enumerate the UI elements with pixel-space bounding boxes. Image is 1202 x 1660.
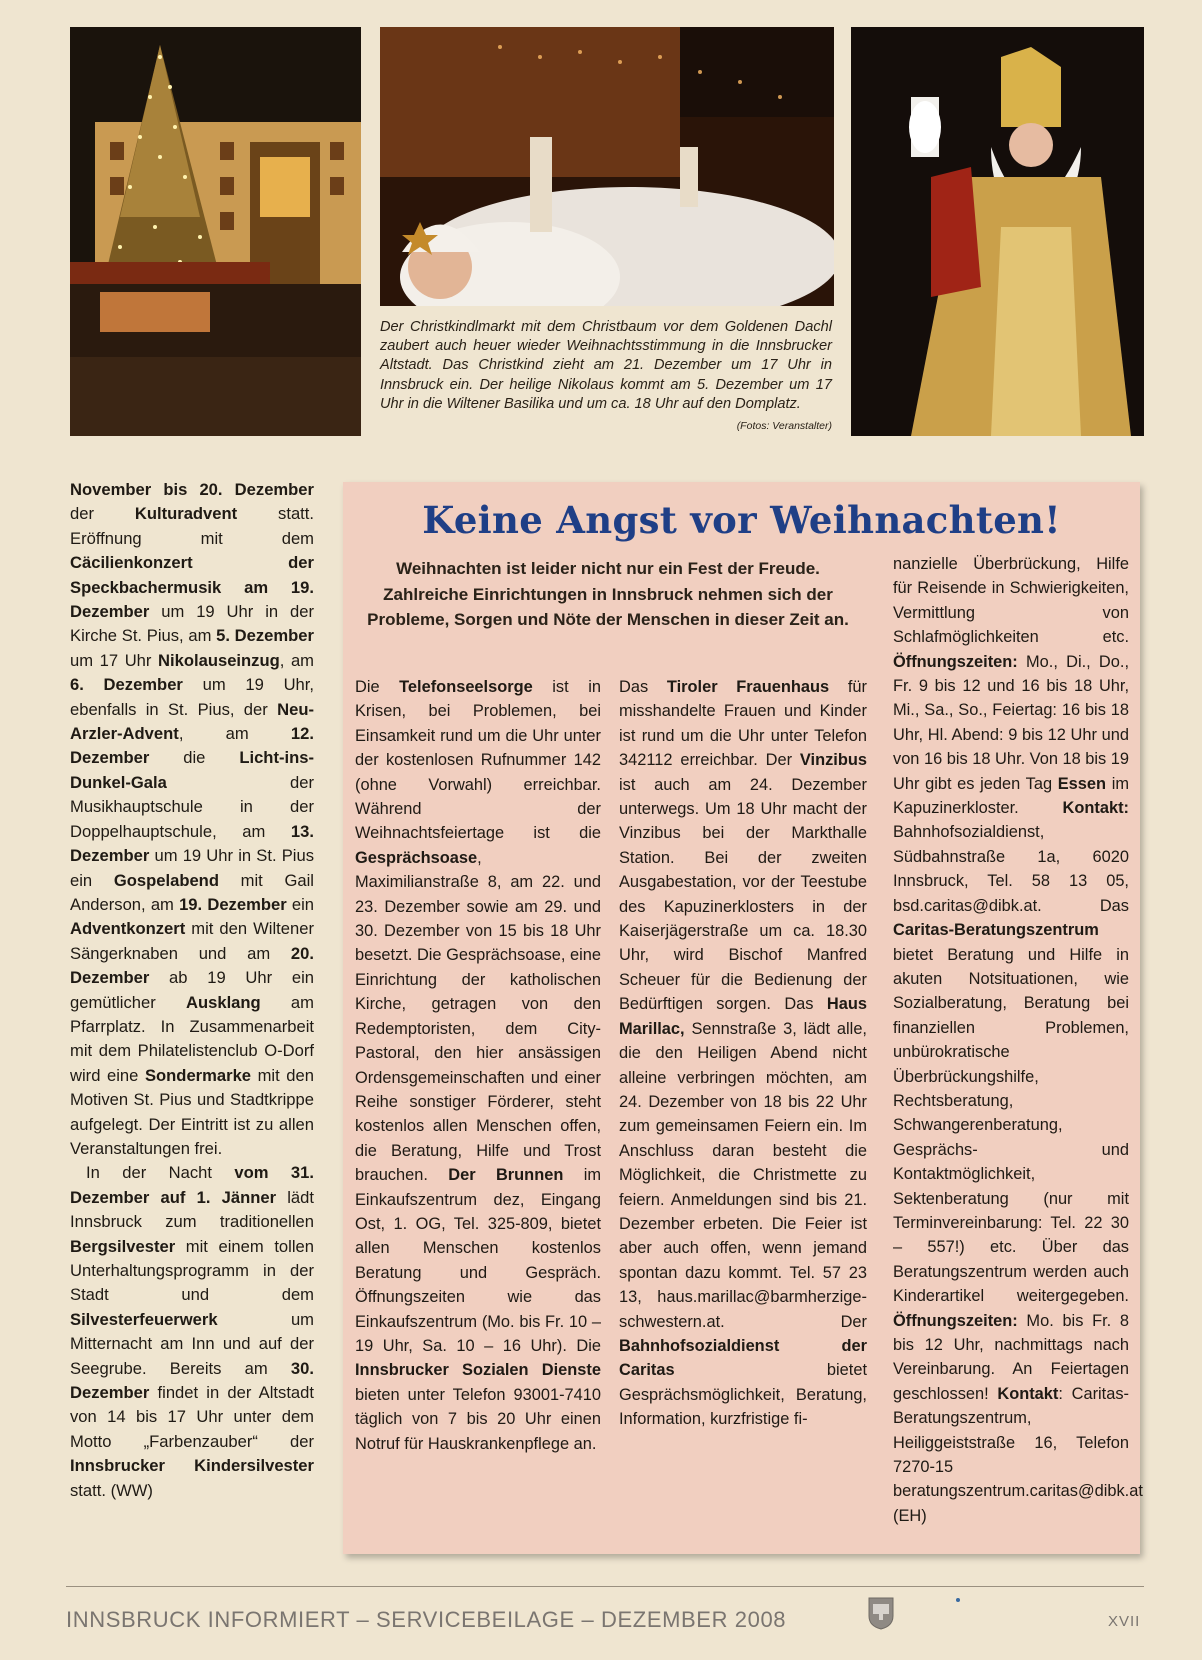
bold-phrase: Sondermarke: [144, 1065, 252, 1085]
bold-phrase: Gospelabend: [113, 870, 219, 890]
bold-phrase: Öffnungszeiten:: [893, 652, 1018, 671]
bold-phrase: Kontakt:: [1062, 799, 1129, 818]
bold-phrase: Kontakt: [997, 1384, 1059, 1403]
bold-phrase: 20. Dezember: [70, 943, 314, 988]
footer-divider: [66, 1586, 1144, 1587]
box-column-2-text: Das Tiroler Frauenhaus für misshandelte Frauen und Kinder ist rund um die Uhr unter Telefon 342112 erreichbar. Der Vinzibus ist auch am 24. Dezember unterwegs. Um 18 Uhr macht der Vinzibus bei der Markthalle Station. Bei der zweiten Ausgabestation, vor der Teestube des Kapuzinerklosters in der Kaiserjägerstraße um ca. 18.30 Uhr, wird Bischof Manfred Scheuer für die Bedienung der Bedürftigen sorgen. Das Haus Marillac, Sennstraße 3, lädt alle, die den Heiligen Abend nicht alleine verbringen möchten, am 24. Dezember von 18 bis 22 Uhr zum gemeinsamen Feiern ein. Im Anschluss daran besteht die Möglichkeit, die Christmette zu feiern. Anmeldungen sind bis 21. Dezember erbeten. Die Feier ist aber auch offen, wenn jemand spontan dazu kommt. Tel. 57 23 13, haus.marillac@barmherzige-schwestern.at. Der Bahnhofsozialdienst der Caritas bietet Gesprächsmöglichkeit, Beratung, Information, kurzfristige fi-: [619, 678, 867, 1429]
bold-phrase: Essen: [1057, 774, 1107, 793]
info-box: [343, 482, 1143, 1554]
bold-phrase: 13. Dezember: [70, 821, 314, 866]
bold-phrase: Ausklang: [186, 992, 261, 1012]
photo-caption: [380, 318, 832, 436]
box-intro: Weihnachten ist leider nicht nur ein Fest der Freude. Zahlreiche Einrichtungen in Innsbruck nehmen sich der Probleme, Sorgen und Nöte der Menschen in dieser Zeit an.: [367, 559, 849, 629]
footer-title: INNSBRUCK INFORMIERT – SERVICEBEILAGE – DEZEMBER 2008: [66, 1607, 787, 1632]
bold-phrase: Adventkonzert: [70, 919, 186, 939]
photo-christkind-procession: [380, 27, 834, 306]
bold-phrase: Bergsilvester: [70, 1236, 176, 1256]
bold-phrase: Kulturadvent: [134, 504, 238, 524]
bold-phrase: Silvesterfeuerwerk: [70, 1309, 218, 1329]
bold-phrase: November bis 20. Dezember: [70, 480, 314, 499]
left-paragraph-1: November bis 20. Dezember der Kulturadvent statt. Eröffnung mit dem Cäcilienkonzert der Speckbachermusik am 19. Dezember um 19 Uhr in der Kirche St. Pius, am 5. Dezember um 17 Uhr Nikolauseinzug, am 6. Dezember um 19 Uhr, ebenfalls in St. Pius, der Neu-Arzler-Advent, am 12. Dezember die Licht-ins-Dunkel-Gala der Musikhauptschule in der Doppelhauptschule, am 13. Dezember um 19 Uhr in St. Pius ein Gospelabend mit Gail Anderson, am 19. Dezember ein Adventkonzert mit den Wiltener Sängerknaben und am 20. Dezember ab 19 Uhr ein gemütlicher Ausklang am Pfarrplatz. In Zusammenarbeit mit dem Philatelistenclub O-Dorf wird eine Sondermarke mit den Motiven St. Pius und Stadtkrippe aufgelegt. Der Eintritt ist zu allen Veranstaltungen frei.: [70, 480, 315, 1158]
bold-phrase: 12. Dezember: [70, 724, 314, 768]
decorative-dot: [956, 1598, 960, 1602]
bold-phrase: Der Brunnen: [448, 1166, 564, 1185]
box-title: Keine Angst vor Weihnachten!: [422, 498, 1061, 542]
bold-phrase: Cäcilienkonzert der Speckbachermusik am 19. Dezember: [70, 553, 314, 622]
caption-text: Der Christkindlmarkt mit dem Christbaum vor dem Goldenen Dachl zaubert auch heuer wieder Weihnachtsstimmung in die Innsbrucker Altstadt. Das Christkind zieht am 21. Dezember um 17 Uhr in Innsbruck ein. Der heilige Nikolaus kommt am 5. Dezember um 17 Uhr in die Wiltener Basilika und um ca. 18 Uhr auf den Domplatz.: [380, 319, 832, 412]
box-column-1-text: Die Telefonseelsorge ist in Krisen, bei Problemen, bei Einsamkeit rund um die Uhr unter der kostenlosen Rufnummer 142 (ohne Vorwahl) erreichbar. Während der Weihnachtsfeiertage ist die Gesprächsoase, Maximilianstraße 8, am 22. und 23. Dezember sowie am 29. und 30. Dezember von 15 bis 18 Uhr besetzt. Die Gesprächsoase, eine Einrichtung der katholischen Kirche, getragen von den Redemptoristen, dem City-Pastoral, den hier ansässigen Ordensgemeinschaften und einer Reihe sonstiger Förderer, steht kostenlos allen Menschen offen, die Beratung, Hilfe und Trost brauchen. Der Brunnen im Einkaufszentrum dez, Eingang Ost, 1. OG, Tel. 325-809, bietet allen Menschen kostenlos Beratung und Gespräch. Öffnungszeiten wie das Einkaufszentrum (Mo. bis Fr. 10 – 19 Uhr, Sa. 10 – 16 Uhr). Die Innsbrucker Sozialen Dienste bieten unter Telefon 93001-7410 täglich von 7 bis 20 Uhr einen Notruf für Hauskrankenpflege an.: [355, 678, 601, 1453]
bold-phrase: 5. Dezember: [216, 626, 314, 646]
bold-phrase: Haus Marillac,: [619, 995, 867, 1038]
box-column-3: [893, 552, 1143, 1528]
bold-phrase: Nikolauseinzug: [158, 650, 280, 670]
bold-phrase: Öffnungszeiten:: [893, 1311, 1018, 1330]
bold-phrase: Vinzibus: [799, 751, 867, 770]
bold-phrase: Innsbrucker Sozialen Dienste: [355, 1361, 601, 1380]
photo-credit: (Fotos: Veranstalter): [736, 420, 832, 433]
bold-phrase: 6. Dezember: [70, 675, 183, 695]
box-column-3-text: nanzielle Überbrückung, Hilfe für Reisende in Schwierigkeiten, Vermittlung von Schlafmöglichkeiten etc. Öffnungszeiten: Mo., Di., Do., Fr. 9 bis 12 und 16 bis 18 Uhr, Mi., Sa., So., Feiertag: 16 bis 18 Uhr, Hl. Abend: 9 bis 12 Uhr und von 16 bis 18 Uhr. Von 18 bis 19 Uhr gibt es jeden Tag Essen im Kapuzinerkloster. Kontakt: Bahnhofsozialdienst, Südbahnstraße 1a, 6020 Innsbruck, Tel. 58 13 05, bsd.caritas@dibk.at. Das Caritas-Beratungszentrum bietet Beratung und Hilfe in akuten Notsituationen, wie Sozialberatung, Beratung bei finanziellen Problemen, unbürokratische Überbrückungshilfe, Rechtsberatung, Schwangerenberatung, Gesprächs- und Kontaktmöglichkeit, Sektenberatung (nur mit Terminvereinbarung: Tel. 22 30 – 557!) etc. Über das Beratungszentrum werden auch Kinderartikel weitergegeben. Öffnungszeiten: Mo. bis Fr. 8 bis 12 Uhr, nachmittags nach Vereinbarung. An Feiertagen geschlossen! Kontakt: Caritas-Beratungszentrum, Heiliggeiststraße 16, Telefon 7270-15 beratungszentrum.caritas@dibk.at (EH): [893, 555, 1143, 1525]
bold-phrase: Innsbrucker Kindersilvester: [70, 1456, 314, 1476]
photo-saint-nicholas: [851, 27, 1144, 436]
bold-phrase: vom 31. Dezember auf 1. Jänner: [70, 1163, 314, 1207]
bold-phrase: Gesprächsoase: [355, 848, 478, 867]
bold-phrase: Tiroler Frauenhaus: [666, 678, 830, 696]
bold-phrase: Neu-Arzler-Advent: [70, 699, 314, 744]
left-paragraph-2: In der Nacht vom 31. Dezember auf 1. Jänner lädt Innsbruck zum traditionellen Bergsilvester mit einem tollen Unterhaltungsprogramm in der Stadt und dem Silvesterfeuerwerk um Mitternacht am Inn und auf der Seegrube. Bereits am 30. Dezember findet in der Altstadt von 14 bis 17 Uhr unter dem Motto „Farbenzauber“ der Innsbrucker Kindersilvester statt. (WW): [70, 1163, 314, 1500]
bold-phrase: Telefonseelsorge: [399, 678, 533, 696]
bold-phrase: Bahnhofsozialdienst der Caritas: [619, 1336, 867, 1380]
bold-phrase: 30. Dezember: [70, 1358, 314, 1403]
bold-phrase: Caritas-Beratungszentrum: [893, 921, 1099, 940]
page-number: XVII: [1108, 1613, 1141, 1630]
box-column-2: [619, 675, 867, 1432]
innsbruck-crest-icon: [867, 1596, 895, 1630]
bold-phrase: Licht-ins-Dunkel-Gala: [70, 748, 314, 792]
bold-phrase: 19. Dezember: [179, 894, 287, 914]
photo-christmas-tree-market: [70, 27, 361, 436]
box-column-1: [355, 675, 601, 1456]
left-column-article: [70, 478, 314, 1503]
